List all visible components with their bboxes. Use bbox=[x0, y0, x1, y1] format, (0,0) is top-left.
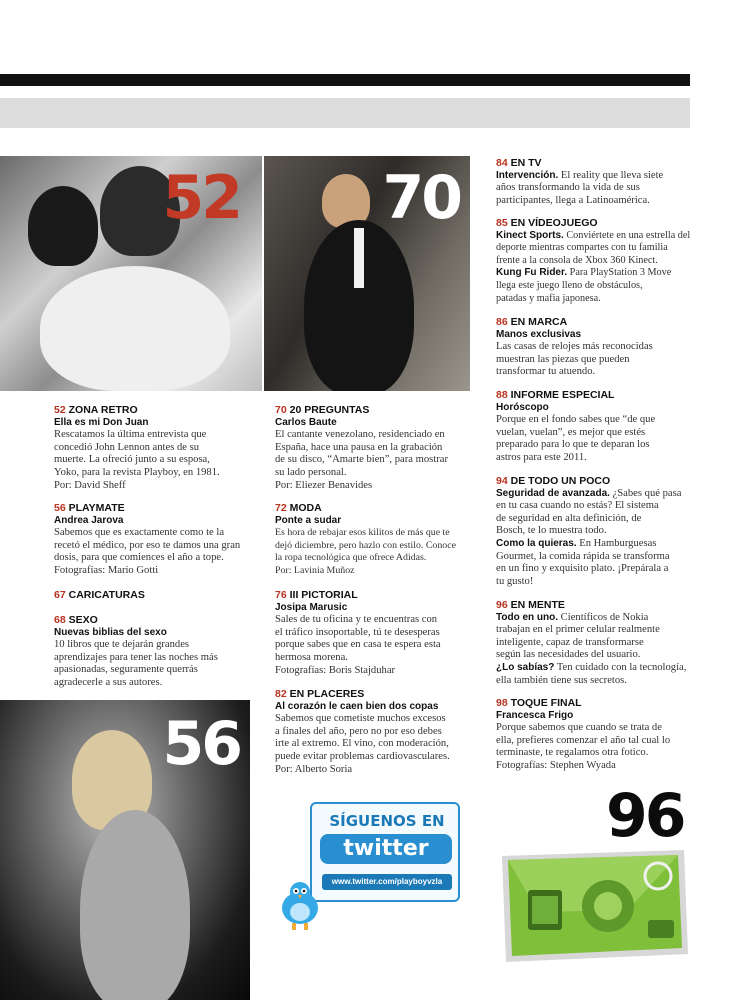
entry-line: Ten cuidado con la tecnología, bbox=[554, 661, 687, 673]
entry-title: Manos exclusivas bbox=[496, 328, 582, 340]
entry-line: España, hace una pausa en la grabación bbox=[275, 441, 443, 453]
entry-informe-especial bbox=[496, 389, 701, 465]
device-image bbox=[498, 850, 690, 962]
entry-line: astros para este 2011. bbox=[496, 451, 587, 463]
entry-line: porque sabes que en casa te espera esta bbox=[275, 639, 441, 651]
entry-line: Rescatamos la última entrevista que bbox=[54, 429, 207, 441]
entry-line: El cantante venezolano, residenciado en bbox=[275, 429, 445, 441]
entry-caricaturas bbox=[54, 589, 259, 602]
entry-line: el tráfico insoportable, tú te desesperas bbox=[275, 626, 440, 638]
entry-line: Sabemos que es exactamente como te la bbox=[54, 527, 225, 539]
entry-section: MODA bbox=[289, 502, 322, 514]
figure-shirt bbox=[354, 228, 364, 288]
entry-section: EN MENTE bbox=[510, 599, 565, 611]
entry-title: Josipa Marusic bbox=[275, 601, 348, 613]
entry-line: participantes, llega a Latinoamérica. bbox=[496, 194, 650, 206]
entry-page: 82 bbox=[275, 688, 287, 700]
entry-title: Ponte a sudar bbox=[275, 514, 342, 526]
entry-title: Francesca Frigo bbox=[496, 709, 574, 721]
entry-section: EN MARCA bbox=[510, 316, 568, 328]
entry-line: Sales de tu oficina y te encuentras con bbox=[275, 614, 438, 626]
entry-page: 88 bbox=[496, 389, 508, 401]
page-number-96: 96 bbox=[606, 781, 684, 851]
entry-section: CARICATURAS bbox=[68, 589, 145, 601]
twitter-url-link[interactable]: www.twitter.com/playboyvzla bbox=[322, 874, 452, 890]
entry-line: Porque sabemos que cuando se trata de bbox=[496, 722, 662, 734]
entry-page: 98 bbox=[496, 697, 508, 709]
entry-line: Yoko, para la revista Playboy, en 1981. bbox=[54, 466, 220, 478]
entry-line: Sabemos que cometiste muchos excesos bbox=[275, 713, 446, 725]
entry-section: EN TV bbox=[510, 157, 542, 169]
entry-section: SEXO bbox=[68, 614, 98, 626]
entry-lead: ¿Lo sabías? bbox=[496, 661, 555, 673]
entry-line: según las necesidades del usuario. bbox=[496, 649, 641, 661]
entry-credit: Fotografías: Mario Gotti bbox=[54, 564, 159, 576]
entry-line: frente a la consola de Xbox 360 Kinect. bbox=[496, 254, 658, 266]
figure-bodies bbox=[40, 266, 230, 391]
entry-line: de seguridad en alta definición, de bbox=[496, 512, 642, 524]
entry-title: Ella es mi Don Juan bbox=[54, 416, 149, 428]
entry-line: ella también tiene sus secretos. bbox=[496, 674, 627, 686]
entry-section: INFORME ESPECIAL bbox=[510, 389, 615, 401]
entry-line: ella, prefieres comenzar el año tal cual lo bbox=[496, 734, 671, 746]
entry-line: trabajan en el primer celular realmente bbox=[496, 624, 660, 636]
entry-playmate bbox=[54, 502, 259, 578]
entry-line: Para PlayStation 3 Move bbox=[567, 267, 672, 279]
entry-line: agradecerle a sus autores. bbox=[54, 676, 163, 688]
twitter-promo[interactable] bbox=[274, 798, 464, 948]
entry-20-preguntas bbox=[275, 404, 475, 492]
entry-line: de su disco, “Amarte bien”, para mostrar bbox=[275, 454, 448, 466]
entry-line: dosis, para que comiences el año a tope. bbox=[54, 552, 224, 564]
twitter-headline: SÍGUENOS EN bbox=[329, 812, 445, 830]
entry-line: hermosa morena. bbox=[275, 651, 348, 663]
entry-page: 72 bbox=[275, 502, 287, 514]
entry-page: 96 bbox=[496, 599, 508, 611]
entry-section: EN VÍDEOJUEGO bbox=[510, 217, 598, 229]
entry-line: Es hora de rebajar esos kilitos de más que te bbox=[275, 527, 450, 539]
entry-en-mente bbox=[496, 599, 701, 687]
entry-line: patadas y mafia japonesa. bbox=[496, 292, 601, 304]
entry-line: El reality que lleva siete bbox=[558, 169, 664, 181]
entry-line: llega este juego lleno de obstáculos, bbox=[496, 279, 643, 291]
twitter-card bbox=[310, 802, 460, 902]
photo-playmate bbox=[0, 700, 250, 1000]
entry-line: apasionadas, seguramente querrás bbox=[54, 664, 198, 676]
entry-credit: Por: Alberto Soria bbox=[275, 763, 353, 775]
page-number-56: 56 bbox=[162, 709, 240, 779]
entry-line: vuelan, vuelan”, es mejor que estés bbox=[496, 426, 646, 438]
entry-section: PLAYMATE bbox=[68, 502, 125, 514]
entry-line: su lado personal. bbox=[275, 466, 347, 478]
entry-section: EN PLACERES bbox=[289, 688, 365, 700]
entry-de-todo-un-poco bbox=[496, 475, 701, 588]
page-number-70: 70 bbox=[382, 163, 460, 233]
entry-line: 10 libros que te dejarán grandes bbox=[54, 639, 190, 651]
entry-line: Conviértete en una estrella del bbox=[563, 229, 691, 241]
twitter-wordmark: twitter bbox=[320, 834, 452, 864]
entry-page: 76 bbox=[275, 589, 287, 601]
entry-line: Gourmet, la comida rápida se transforma bbox=[496, 550, 670, 562]
entry-lead: Seguridad de avanzada. bbox=[496, 487, 610, 499]
entry-title: Al corazón le caen bien dos copas bbox=[275, 700, 439, 712]
entry-lead: Kung Fu Rider. bbox=[496, 267, 568, 279]
entry-page: 94 bbox=[496, 475, 508, 487]
entry-line: irte al extremo. El vino, con moderación, bbox=[275, 738, 449, 750]
entry-line: ¿Sabes qué pasa bbox=[609, 487, 682, 499]
entry-line: aprendizajes para tener las noches más bbox=[54, 651, 218, 663]
entry-line: en tu casa cuando no estás? El sistema bbox=[496, 500, 659, 512]
entry-en-placeres bbox=[275, 688, 475, 776]
entry-page: 86 bbox=[496, 316, 508, 328]
entry-line: años transformando la vida de sus bbox=[496, 182, 640, 194]
entry-section: 20 PREGUNTAS bbox=[289, 404, 370, 416]
entry-line: muestran las piezas que pueden bbox=[496, 353, 630, 365]
page-number-52: 52 bbox=[162, 163, 240, 233]
entry-credit: Fotografías: Stephen Wyada bbox=[496, 759, 616, 771]
entry-credit: Fotografías: Boris Stajduhar bbox=[275, 664, 396, 676]
entry-line: puede evitar problemas cardiovasculares. bbox=[275, 750, 450, 762]
entry-section: ZONA RETRO bbox=[68, 404, 138, 416]
entry-line: Porque en el fondo sabes que “de que bbox=[496, 414, 656, 426]
entry-toque-final bbox=[496, 697, 701, 773]
entry-page: 52 bbox=[54, 404, 66, 416]
entry-title: Carlos Baute bbox=[275, 416, 337, 428]
entry-section: III PICTORIAL bbox=[289, 589, 358, 601]
entry-line: tu gusto! bbox=[496, 575, 534, 587]
entry-zona-retro bbox=[54, 404, 259, 492]
entry-line: En Hamburguesas bbox=[576, 537, 657, 549]
entry-line: Científicos de Nokia bbox=[558, 611, 649, 623]
entry-line: a finales del año, pero no por eso debes bbox=[275, 725, 442, 737]
entry-en-tv bbox=[496, 157, 701, 207]
entry-lead: Como la quieras. bbox=[496, 537, 577, 549]
entry-line: dejó diciembre, pero hazlo con estilo. Conoce bbox=[275, 539, 456, 551]
entry-line: Las casas de relojes más reconocidas bbox=[496, 341, 653, 353]
entry-page: 56 bbox=[54, 502, 66, 514]
entry-line: transformar tu atuendo. bbox=[496, 366, 596, 378]
entry-title: Andrea Jarova bbox=[54, 514, 124, 526]
entry-lead: Todo en uno. bbox=[496, 611, 559, 623]
entry-credit: Por: Eliezer Benavides bbox=[275, 479, 373, 491]
entry-line: Bosch, te lo muestra todo. bbox=[496, 525, 607, 537]
entry-line: terminaste, te regalamos otra fotico. bbox=[496, 747, 649, 759]
entry-lead: Kinect Sports. bbox=[496, 229, 564, 241]
entry-page: 84 bbox=[496, 157, 508, 169]
entry-moda bbox=[275, 502, 475, 578]
entry-line: muerte. La ofreció junto a su esposa, bbox=[54, 454, 210, 466]
figure-hair-left bbox=[28, 186, 98, 266]
photo-20-preguntas bbox=[264, 156, 470, 391]
entry-line: recetó el médico, por eso te damos una gran bbox=[54, 539, 241, 551]
grey-header-band bbox=[0, 98, 690, 128]
entry-title: Nuevas biblias del sexo bbox=[54, 626, 167, 638]
entry-sexo bbox=[54, 614, 259, 690]
entry-line: preparado para lo que te deparan los bbox=[496, 439, 650, 451]
entry-credit: Por: David Sheff bbox=[54, 479, 126, 491]
entry-page: 85 bbox=[496, 217, 508, 229]
top-black-bar bbox=[0, 74, 690, 86]
entry-line: inteligente, capaz de transformarse bbox=[496, 636, 644, 648]
entry-line: en un fino y exquisito plato. ¡Prepárala a bbox=[496, 563, 669, 575]
entry-page: 67 bbox=[54, 589, 66, 601]
photo-zona-retro bbox=[0, 156, 262, 391]
entry-section: DE TODO UN POCO bbox=[510, 475, 611, 487]
entry-lead: Intervención. bbox=[496, 169, 559, 181]
entry-section: TOQUE FINAL bbox=[510, 697, 582, 709]
twitter-bird-icon bbox=[276, 880, 324, 932]
figure-body bbox=[80, 810, 190, 1000]
entry-pictorial bbox=[275, 589, 475, 677]
entry-title: Horóscopo bbox=[496, 401, 549, 413]
entry-line: concedió John Lennon antes de su bbox=[54, 441, 200, 453]
entry-page: 70 bbox=[275, 404, 287, 416]
entry-en-marca bbox=[496, 316, 701, 379]
entry-credit: Por: Lavinia Muñoz bbox=[275, 564, 355, 576]
entry-line: deporte mientras compartes con tu familia bbox=[496, 242, 668, 254]
entry-page: 68 bbox=[54, 614, 66, 626]
entry-en-videojuego bbox=[496, 217, 701, 305]
entry-line: la ropa tecnológica que ofrece Adidas. bbox=[275, 552, 427, 564]
